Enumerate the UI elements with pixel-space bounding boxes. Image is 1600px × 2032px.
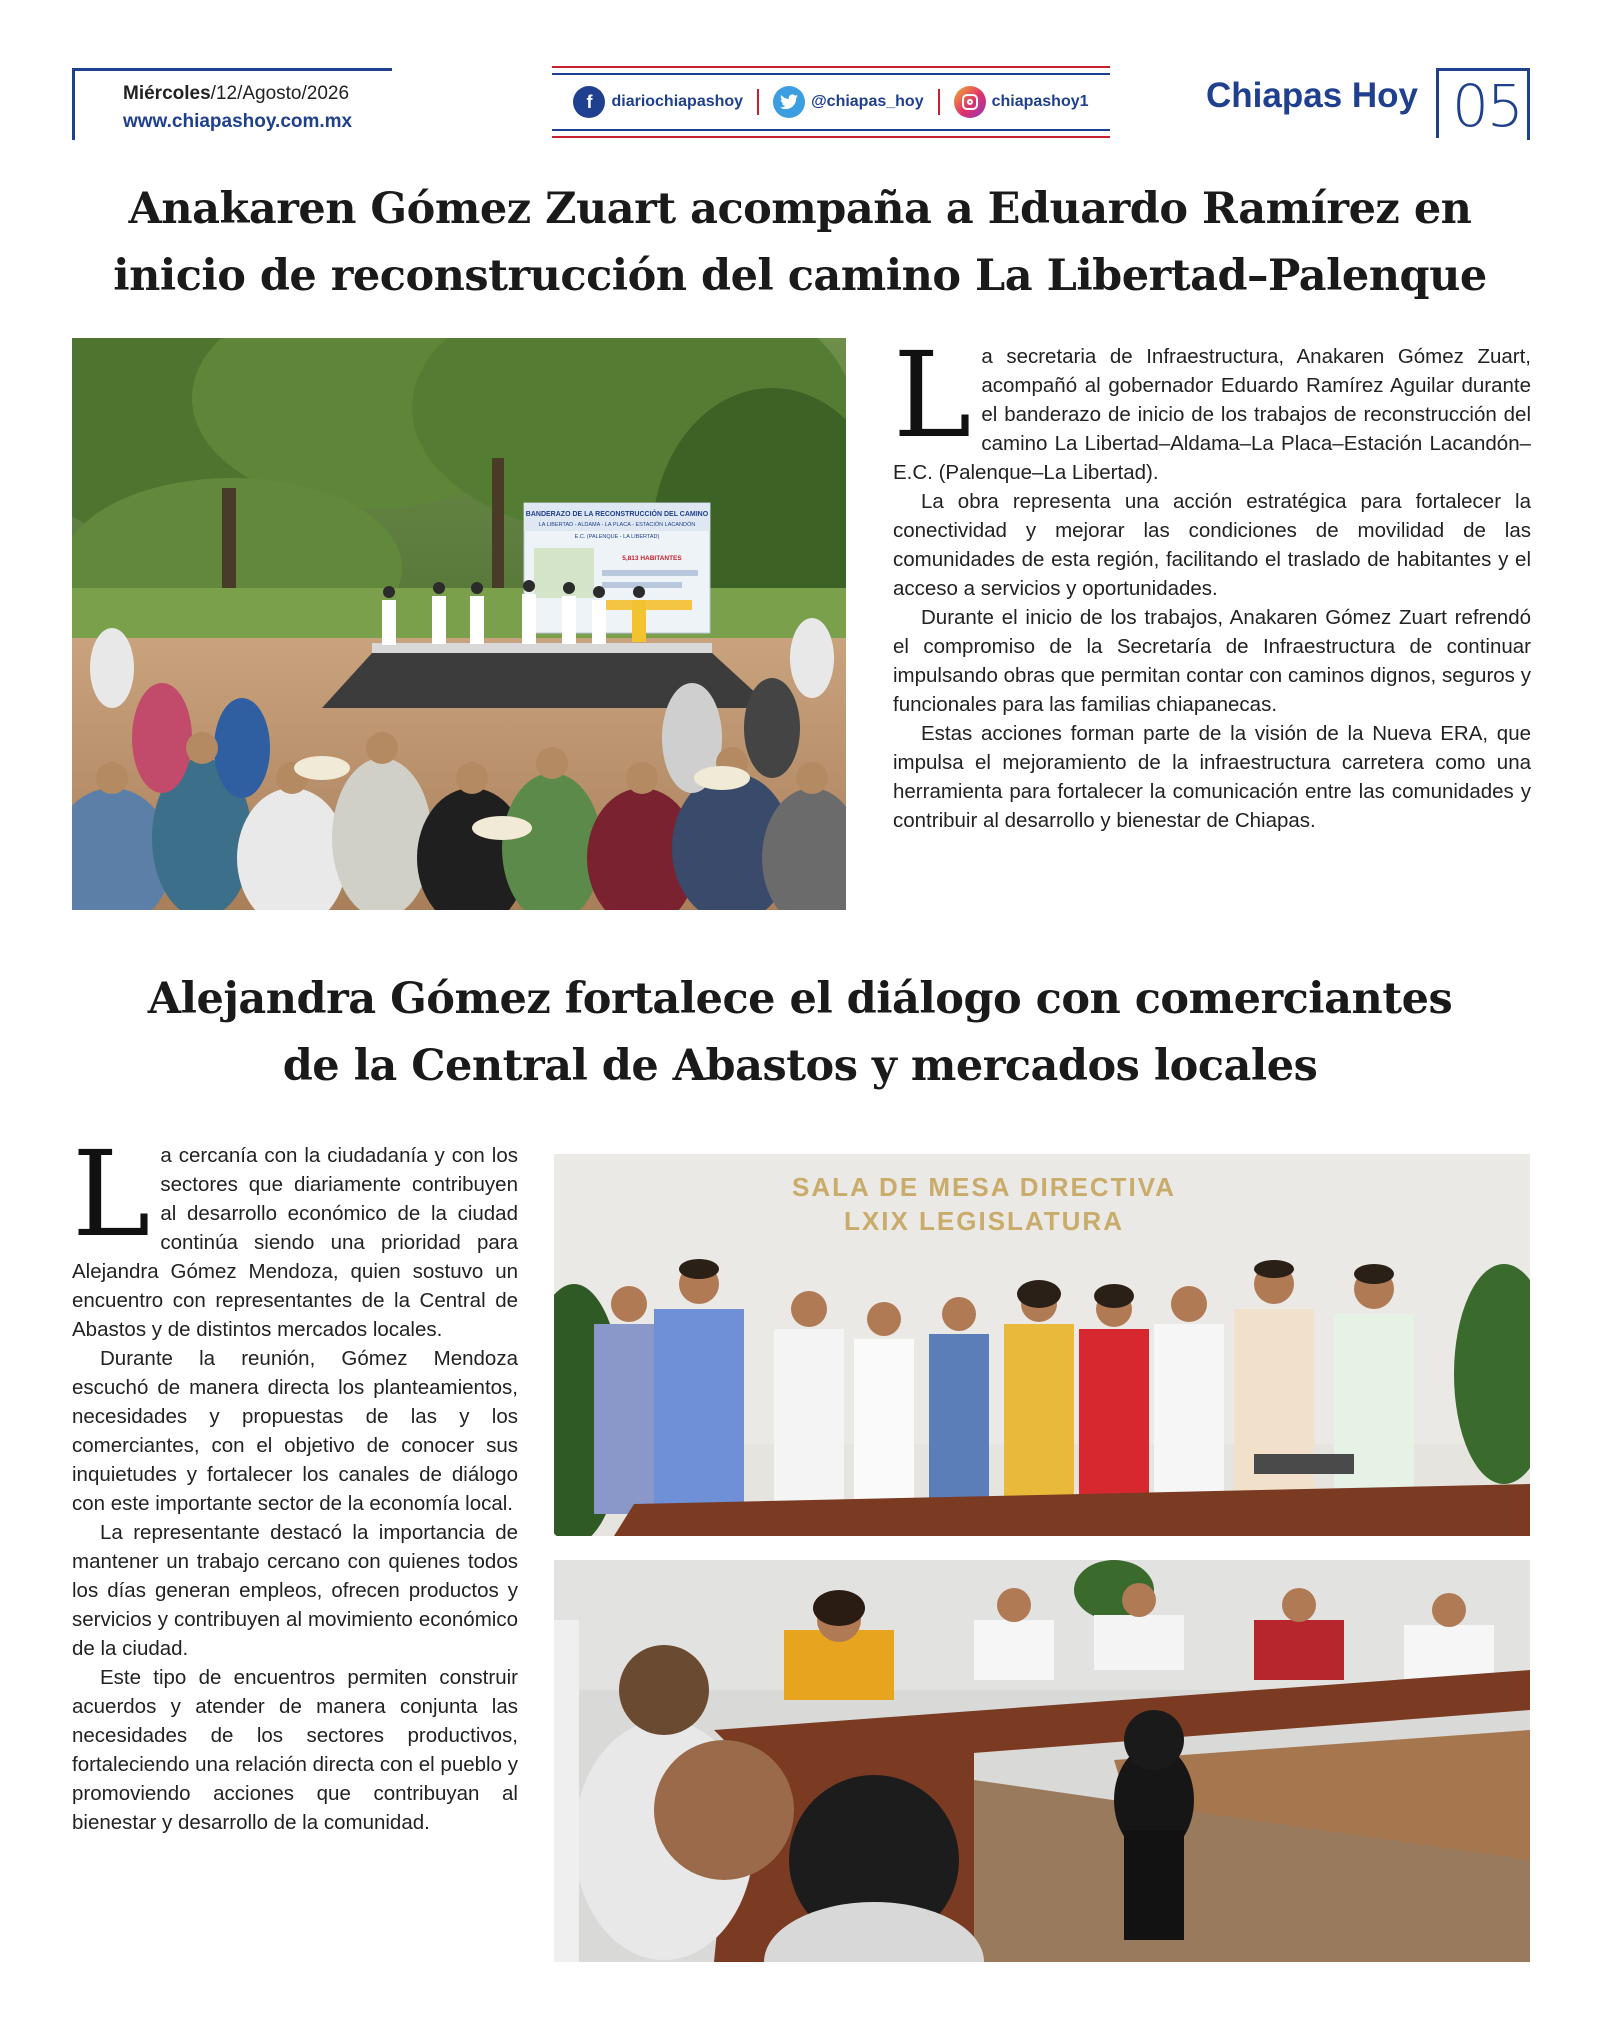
article1-body bbox=[893, 326, 1531, 835]
article2-dropcap: L bbox=[72, 1125, 151, 1263]
twitter-handle: @chiapas_hoy bbox=[811, 93, 924, 110]
article1-paragraph-3: Durante el inicio de los trabajos, Anakaren Gómez Zuart refrendó el compromiso de la Secretaría de Infraestructura de continuar impulsando obras que permitan contar con caminos dignos, seguros y funcionales para las familias chiapanecas. bbox=[893, 606, 1531, 716]
article2-body bbox=[72, 1125, 518, 1837]
page-number: 05 bbox=[1452, 72, 1522, 140]
instagram-handle: chiapashoy1 bbox=[991, 93, 1089, 110]
section-title: Chiapas Hoy bbox=[1206, 76, 1418, 115]
twitter-icon bbox=[773, 86, 805, 118]
social-instagram[interactable] bbox=[954, 86, 1089, 118]
article1-headline-line1: Anakaren Gómez Zuart acompaña a Eduardo Ramírez en bbox=[128, 184, 1472, 234]
article1-photo-road-ceremony bbox=[72, 338, 846, 910]
facebook-icon: f bbox=[573, 86, 605, 118]
banner-subtitle: LA LIBERTAD - ALDAMA - LA PLACA - ESTACIÓN LACANDÓN bbox=[538, 522, 696, 528]
article1-headline-line2: inicio de reconstrucción del camino La Libertad–Palenque bbox=[113, 251, 1487, 301]
article1-dropcap: L bbox=[893, 326, 972, 464]
banner-beneficiados: 5,813 HABITANTES bbox=[622, 555, 682, 562]
legislature-sign-line1: SALA DE MESA DIRECTIVA bbox=[792, 1172, 1176, 1202]
article2-paragraph-4: Este tipo de encuentros permiten construir acuerdos y atender de manera conjunta las necesidades de los sectores productivos, fortaleciendo una relación directa con el pueblo y promoviendo acciones que contribuyan al bienestar y desarrollo de la comunidad. bbox=[72, 1666, 518, 1834]
article2-paragraph-3: La representante destacó la importancia de mantener un trabajo cercano con quienes todos los días generan empleos, ofrecen productos y servicios y contribuyen al movimiento económico de la ciudad. bbox=[72, 1521, 518, 1660]
article2-paragraph-2: Durante la reunión, Gómez Mendoza escuchó de manera directa los planteamientos, necesidades y propuestas de las y los comerciantes, con el objetivo de conocer sus inquietudes y fortalecer los canales de diálogo con este importante sector de la economía local. bbox=[72, 1347, 518, 1515]
social-media-bar bbox=[552, 66, 1110, 138]
article2-headline-line1: Alejandra Gómez fortalece el diálogo con comerciantes bbox=[147, 974, 1453, 1024]
header-date-box bbox=[72, 68, 392, 140]
website-url[interactable]: www.chiapashoy.com.mx bbox=[123, 111, 353, 132]
article2-headline bbox=[60, 966, 1540, 1100]
banner-subtitle2: E.C. (PALENQUE - LA LIBERTAD) bbox=[574, 534, 660, 540]
facebook-handle: diariochiapashoy bbox=[611, 93, 744, 110]
header-divider bbox=[1436, 70, 1439, 138]
issue-date: Miércoles/12/Agosto/2026 bbox=[123, 83, 350, 104]
article1-paragraph-4: Estas acciones forman parte de la visión de la Nueva ERA, que impulsa el mejoramiento de la infraestructura carretera como una herramienta para fortalecer la comunicación entre las comunidades y contribuir al desarrollo y bienestar de Chiapas. bbox=[893, 722, 1531, 832]
social-separator bbox=[757, 89, 759, 115]
article2-photo-meeting bbox=[554, 1560, 1530, 1962]
banner-title: BANDERAZO DE LA RECONSTRUCCIÓN DEL CAMINO bbox=[525, 511, 709, 518]
article1-paragraph-1: La secretaria de Infraestructura, Anakaren Gómez Zuart, acompañó al gobernador Eduardo Ramírez Aguilar durante el banderazo de inicio de los trabajos de reconstrucción del camino La Libertad–Aldama–La Placa–Estación Lacandón–E.C. (Palenque–La Libertad). bbox=[893, 326, 1531, 484]
social-twitter[interactable] bbox=[773, 86, 924, 118]
article1-headline bbox=[60, 176, 1540, 310]
social-facebook[interactable] bbox=[573, 86, 743, 118]
article2-headline-line2: de la Central de Abastos y mercados locales bbox=[282, 1041, 1318, 1091]
instagram-icon bbox=[954, 86, 986, 118]
article2-paragraph-1: La cercanía con la ciudadanía y con los sectores que diariamente contribuyen al desarrollo económico de la ciudad continúa siendo una prioridad para Alejandra Gómez Mendoza, quien sostuvo un encuentro con representantes de la Central de Abastos y de distintos mercados locales. bbox=[72, 1125, 518, 1341]
legislature-sign-line2: LXIX LEGISLATURA bbox=[844, 1206, 1124, 1236]
article1-paragraph-2: La obra representa una acción estratégica para fortalecer la conectividad y mejorar las condiciones de movilidad de las comunidades de esta región, facilitando el traslado de habitantes y el acceso a servicios y oportunidades. bbox=[893, 490, 1531, 600]
social-separator bbox=[938, 89, 940, 115]
article2-photo-group bbox=[554, 1154, 1530, 1536]
